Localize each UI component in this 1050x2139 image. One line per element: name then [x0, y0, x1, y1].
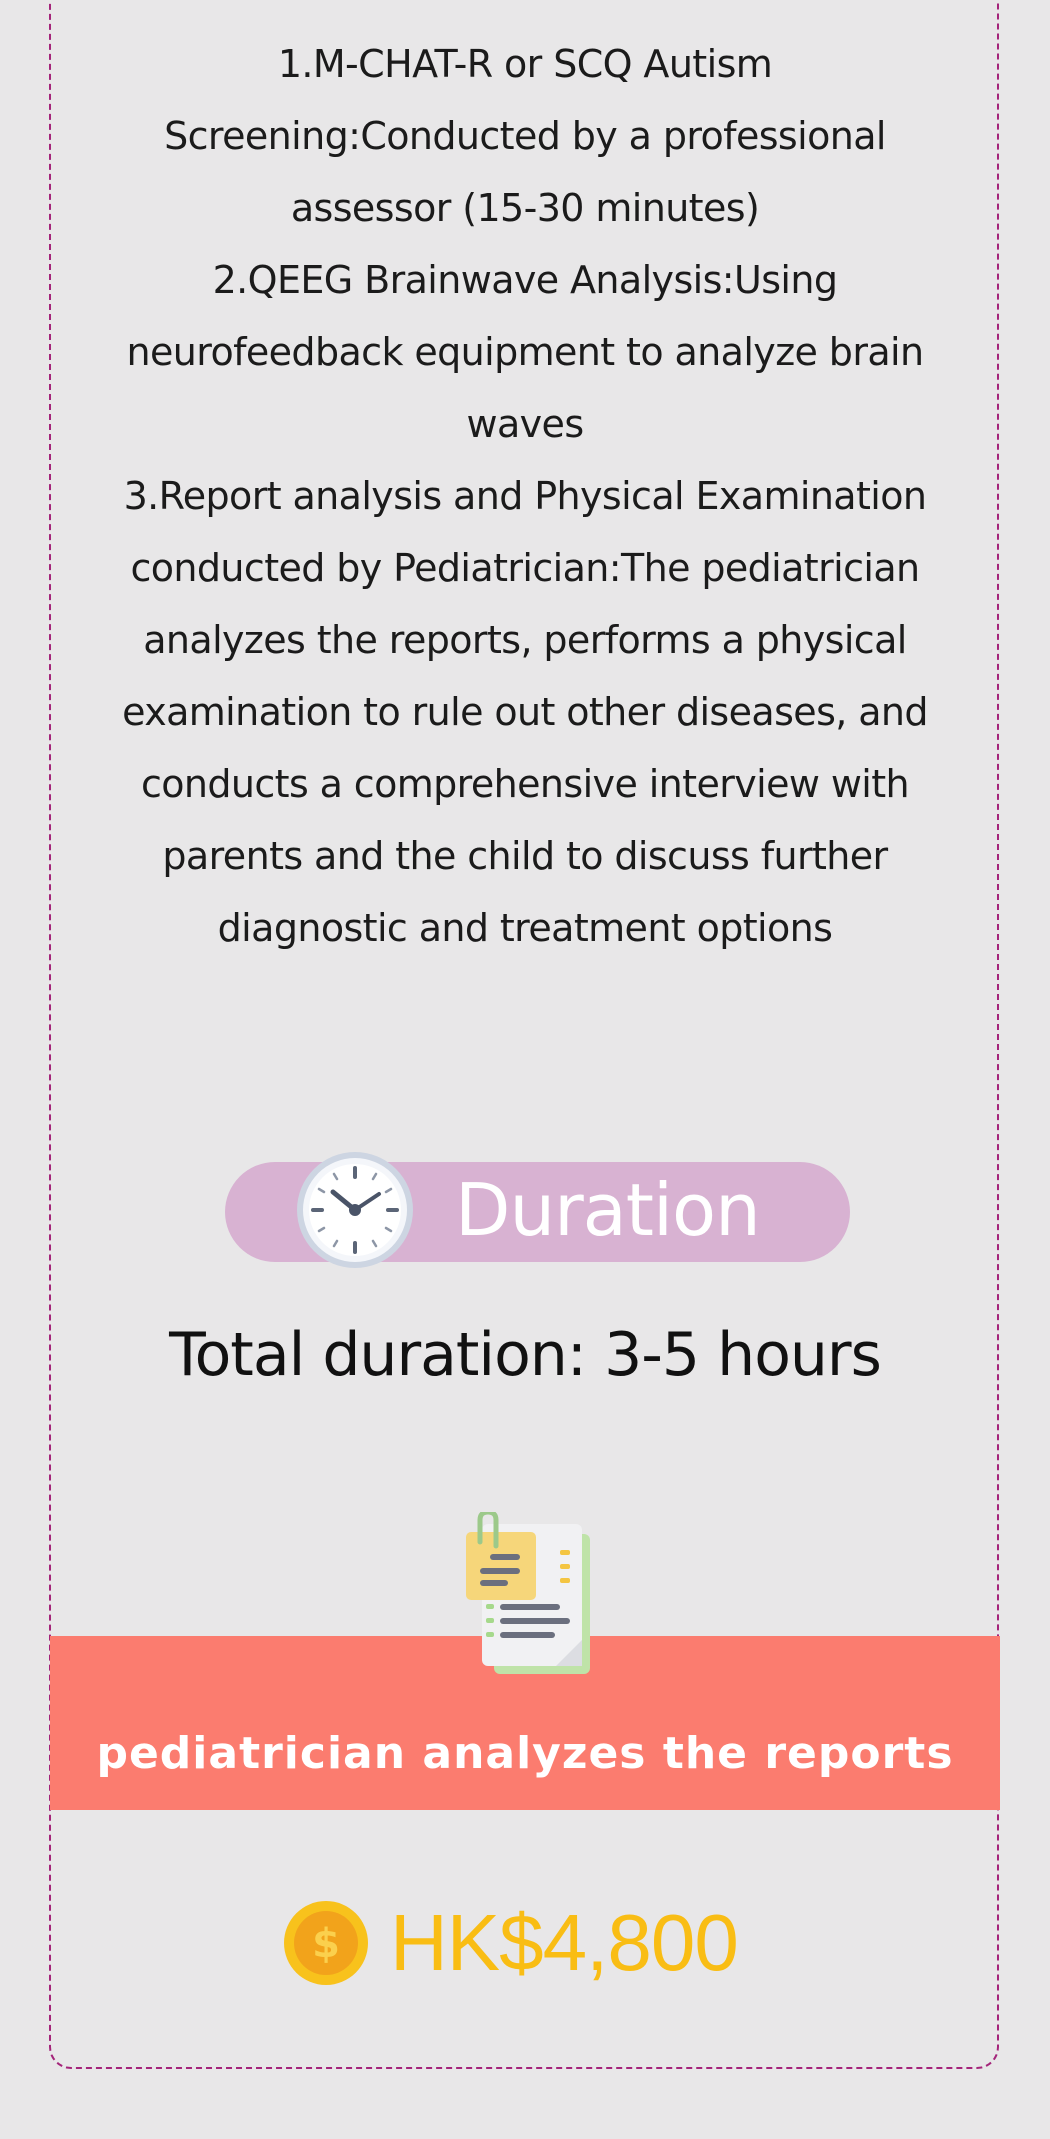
- step-2-text: 2.QEEG Brainwave Analysis:Using neurofeedback equipment to analyze brain waves: [126, 258, 924, 446]
- step-3-text: 3.Report analysis and Physical Examination conducted by Pediatrician:The pediatrician analyzes the reports, performs a physical examination to rule out other diseases, and conducts a comprehensive interview with parents and the child to discuss further diagnostic and treatment options: [122, 474, 928, 950]
- clock-icon: [295, 1150, 415, 1270]
- duration-title: Duration: [455, 1168, 760, 1252]
- report-documents-icon: [460, 1512, 595, 1682]
- dollar-coin-icon: [283, 1900, 369, 1986]
- price-text: HK$4,800: [390, 1898, 738, 1987]
- procedure-steps: [90, 28, 960, 964]
- report-banner-text: pediatrician analyzes the reports: [96, 1728, 954, 1779]
- duration-text: Total duration: 3-5 hours: [169, 1320, 881, 1390]
- svg-text:$: $: [312, 1921, 340, 1967]
- step-1-text: 1.M-CHAT-R or SCQ Autism Screening:Conducted by a professional assessor (15-30 minutes): [164, 42, 886, 230]
